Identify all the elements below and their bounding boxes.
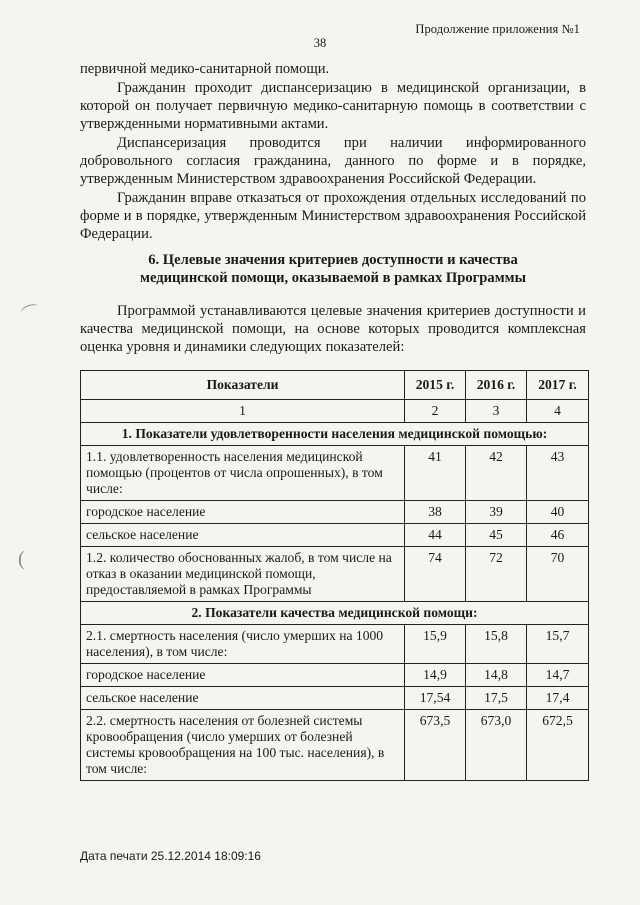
value-2016: 45 — [466, 524, 527, 547]
section-title-line: медицинской помощи, оказываемой в рамках Программы — [140, 270, 526, 286]
value-2015: 17,54 — [405, 687, 466, 710]
page-number: 38 — [313, 36, 327, 50]
table-row — [81, 710, 589, 781]
margin-pencil-mark: ⌒ — [19, 301, 44, 327]
value-2015: 44 — [405, 524, 466, 547]
value-2016: 72 — [466, 547, 527, 602]
table-header-row — [81, 371, 589, 400]
value-2016: 39 — [466, 501, 527, 524]
value-2017: 672,5 — [527, 710, 589, 781]
value-2015: 38 — [405, 501, 466, 524]
indicator-label: сельское население — [81, 524, 405, 547]
column-number: 4 — [527, 400, 589, 423]
indicator-label: городское население — [81, 501, 405, 524]
body-text — [80, 60, 586, 243]
value-2016: 14,8 — [466, 664, 527, 687]
value-2017: 40 — [527, 501, 589, 524]
value-2016: 42 — [466, 446, 527, 501]
value-2015: 15,9 — [405, 625, 466, 664]
margin-bracket-mark: ( — [18, 548, 25, 570]
paragraph: Диспансеризация проводится при наличии информированного добровольного согласия гражданина, данного по форме и в порядке, утвержденным Министерством здравоохранения Российской Федерации. — [80, 135, 586, 187]
table-row — [81, 547, 589, 602]
column-number-row — [81, 400, 589, 423]
value-2017: 15,7 — [527, 625, 589, 664]
section-intro — [80, 302, 586, 356]
paragraph: первичной медико-санитарной помощи. — [80, 61, 330, 77]
value-2015: 74 — [405, 547, 466, 602]
value-2015: 14,9 — [405, 664, 466, 687]
indicators-table — [80, 370, 589, 781]
group-header-row — [81, 602, 589, 625]
value-2017: 17,4 — [527, 687, 589, 710]
section-title — [80, 251, 586, 287]
intro-paragraph: Программой устанавливаются целевые значения критериев доступности и качества медицинской помощи, на основе которых проводится комплексная оценка уровня и динамики следующих показателей: — [80, 303, 586, 355]
indicator-label: 2.1. смертность населения (число умерших на 1000 населения), в том числе: — [81, 625, 405, 664]
appendix-continuation-note: Продолжение приложения №1 — [415, 22, 580, 36]
value-2017: 46 — [527, 524, 589, 547]
column-number: 3 — [466, 400, 527, 423]
table-row — [81, 501, 589, 524]
header-indicators: Показатели — [81, 371, 405, 400]
value-2015: 41 — [405, 446, 466, 501]
column-number: 1 — [81, 400, 405, 423]
indicator-label: 2.2. смертность населения от болезней системы кровообращения (число умерших от болезней системы кровообращения на 100 тыс. населения), в том числе: — [81, 710, 405, 781]
value-2017: 43 — [527, 446, 589, 501]
value-2016: 673,0 — [466, 710, 527, 781]
table-row — [81, 687, 589, 710]
value-2016: 17,5 — [466, 687, 527, 710]
table-row — [81, 446, 589, 501]
value-2016: 15,8 — [466, 625, 527, 664]
column-number: 2 — [405, 400, 466, 423]
indicator-label: городское население — [81, 664, 405, 687]
header-2017: 2017 г. — [527, 371, 589, 400]
paragraph: Гражданин вправе отказаться от прохождения отдельных исследований по форме и в порядке, утвержденным Министерством здравоохранения Российской Федерации. — [80, 190, 586, 242]
indicator-label: 1.2. количество обоснованных жалоб, в том числе на отказ в оказании медицинской помощи, предоставляемой в рамках Программы — [81, 547, 405, 602]
group-header-row — [81, 423, 589, 446]
table-row — [81, 524, 589, 547]
print-date-stamp: Дата печати 25.12.2014 18:09:16 — [80, 849, 261, 863]
table-row — [81, 664, 589, 687]
paragraph: Гражданин проходит диспансеризацию в медицинской организации, в которой он получает первичную медико-санитарную помощь в соответствии с утвержденными нормативными актами. — [80, 80, 586, 132]
value-2015: 673,5 — [405, 710, 466, 781]
indicator-label: сельское население — [81, 687, 405, 710]
group-title: 2. Показатели качества медицинской помощи: — [81, 602, 589, 625]
value-2017: 70 — [527, 547, 589, 602]
indicator-label: 1.1. удовлетворенность населения медицинской помощью (процентов от числа опрошенных), в том числе: — [81, 446, 405, 501]
header-2016: 2016 г. — [466, 371, 527, 400]
group-title: 1. Показатели удовлетворенности населения медицинской помощью: — [81, 423, 589, 446]
section-title-line: 6. Целевые значения критериев доступности и качества — [148, 252, 518, 268]
table-row — [81, 625, 589, 664]
header-2015: 2015 г. — [405, 371, 466, 400]
value-2017: 14,7 — [527, 664, 589, 687]
